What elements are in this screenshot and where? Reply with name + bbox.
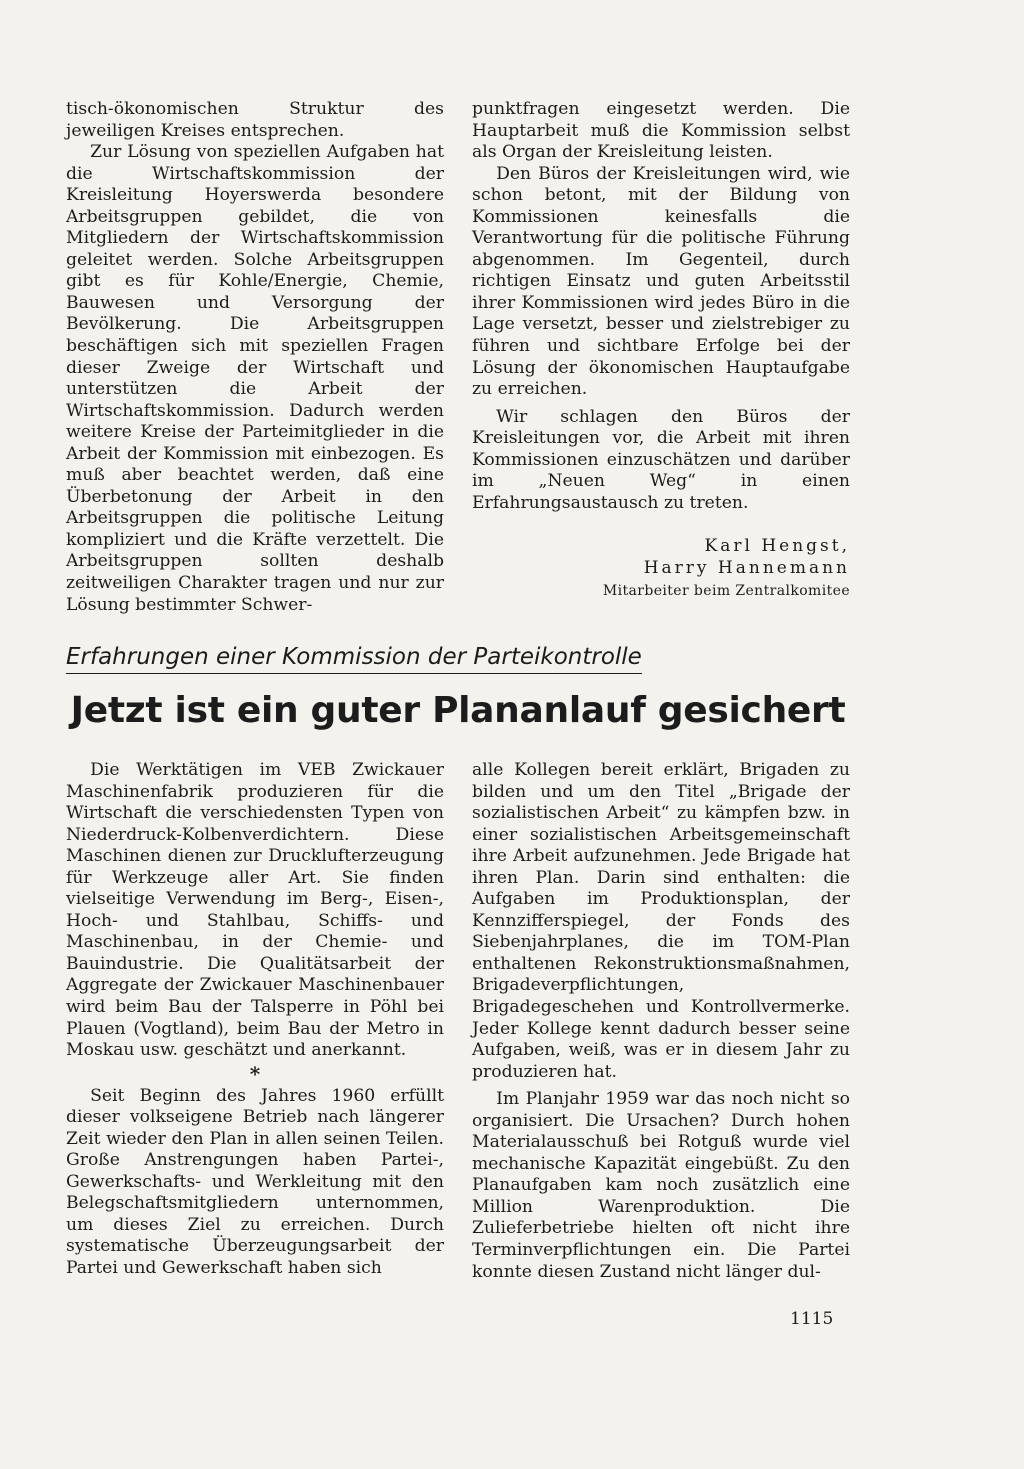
author-signature [560, 535, 850, 601]
paragraph: Den Büros der Kreisleitungen wird, wie schon betont, mit der Bildung von Kommissionen keinesfalls die Verantwortung für die politische Führung abgenommen. Im Gegenteil, durch richtigen Einsatz und guten Arbeitsstil ihrer Kommissionen wird jedes Büro in die Lage versetzt, besser und zielstrebiger zu führen und sichtbare Erfolge bei der Lösung der ökonomischen Hauptaufgabe zu erreichen. [472, 163, 850, 400]
author-name-1: Karl Hengst, [704, 536, 850, 556]
section-separator: * [249, 1061, 261, 1086]
paragraph: tisch-ökonomischen Struktur des jeweiligen Kreises entsprechen. [66, 99, 444, 141]
second-article-column-right [472, 760, 850, 1283]
paragraph: Die Werktätigen im VEB Zwickauer Maschinenfabrik produzieren für die Wirtschaft die verschiedensten Typen von Niederdruck-Kolbenverdichtern. Diese Maschinen dienen zur Drucklufterzeugung für Werkzeuge aller Art. Sie finden vielseitige Verwendung im Berg-, Eisen-, Hoch- und Stahlbau, Schiffs- und Maschinenbau, in der Chemie- und Bauindustrie. Die Qualitätsarbeit der Aggregate der Zwickauer Maschinenbauer wird beim Bau der Talsperre in Pöhl bei Plauen (Vogtland), beim Bau der Metro in Moskau usw. geschätzt und anerkannt. [66, 760, 444, 1061]
paragraph: punktfragen eingesetzt werden. Die Hauptarbeit muß die Kommission selbst als Organ der Kreisleitung leisten. [472, 99, 850, 163]
article-headline: Jetzt ist ein guter Plananlauf gesichert [70, 690, 846, 731]
page-number: 1115 [790, 1309, 834, 1329]
author-role: Mitarbeiter beim Zentralkomitee [602, 583, 850, 599]
top-article-column-left [66, 99, 444, 616]
author-name-2: Harry Hannemann [643, 558, 850, 578]
article-kicker: Erfahrungen einer Kommission der Parteikontrolle [66, 642, 642, 674]
paragraph: Im Planjahr 1959 war das noch nicht so organisiert. Die Ursachen? Durch hohen Materialausschuß bei Rotguß wurde viel mechanische Kapazität eingebüßt. Zu den Planaufgaben kam noch zusätzlich eine Million Warenproduktion. Die Zulieferbetriebe hielten oft nicht ihre Terminverpflichtungen ein. Die Partei konnte diesen Zustand nicht länger dul- [472, 1089, 850, 1282]
paragraph: Seit Beginn des Jahres 1960 erfüllt dieser volkseigene Betrieb nach längerer Zeit wieder den Plan in allen seinen Teilen. Große Anstrengungen haben Partei-, Gewerkschafts- und Werkleitung mit den Belegschaftsmitgliedern unternommen, um dieses Ziel zu erreichen. Durch systematische Überzeugungsarbeit der Partei und Gewerkschaft haben sich [66, 1085, 444, 1279]
paragraph: alle Kollegen bereit erklärt, Brigaden zu bilden und um den Titel „Brigade der sozialistischen Arbeit“ zu kämpfen bzw. in einer sozialistischen Arbeitsgemeinschaft ihre Arbeit aufzunehmen. Jede Brigade hat ihren Plan. Darin sind enthalten: die Aufgaben im Produktionsplan, der Kennzifferspiegel, der Fonds des Siebenjahrplanes, die im TOM-Plan enthaltenen Rekonstruktionsmaßnahmen, Brigadeverpflichtungen, Brigadegeschehen und Kontrollvermerke. Jeder Kollege kennt dadurch besser seine Aufgaben, weiß, was er in diesem Jahr zu produzieren hat. [472, 760, 850, 1082]
second-article-column-left [66, 760, 444, 1280]
paragraph: Zur Lösung von speziellen Aufgaben hat die Wirtschaftskommission der Kreisleitung Hoyerswerda besondere Arbeitsgruppen gebildet, die von Mitgliedern der Wirtschaftskommission geleitet werden. Solche Arbeitsgruppen gibt es für Kohle/Energie, Chemie, Bauwesen und Versorgung der Bevölkerung. Die Arbeitsgruppen beschäftigen sich mit speziellen Fragen dieser Zweige der Wirtschaft und unterstützen die Arbeit der Wirtschaftskommission. Dadurch werden weitere Kreise der Parteimitglieder in die Arbeit der Kommission mit einbezogen. Es muß aber beachtet werden, daß eine Überbetonung der Arbeit in den Arbeitsgruppen die politische Leitung kompliziert und die Kräfte verzettelt. Die Arbeitsgruppen sollten deshalb zeitweiligen Charakter tragen und nur zur Lösung bestimmter Schwer- [66, 142, 444, 615]
paragraph: Wir schlagen den Büros der Kreisleitungen vor, die Arbeit mit ihren Kommissionen einzuschätzen und darüber im „Neuen Weg“ in einen Erfahrungsaustausch zu treten. [472, 406, 850, 513]
top-article-column-right [472, 99, 850, 514]
